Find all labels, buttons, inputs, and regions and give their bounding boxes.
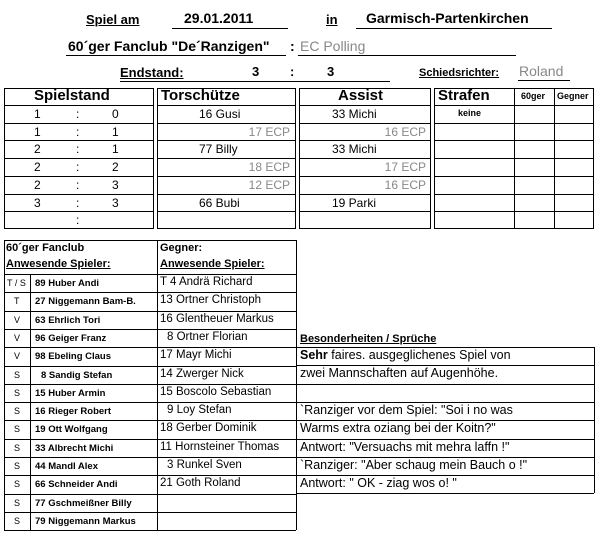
row-divider <box>299 176 431 177</box>
score-away-cell: 3 <box>112 178 119 192</box>
row-divider <box>157 140 296 141</box>
assist-away-cell: 16 ECP <box>384 125 426 139</box>
row-divider <box>157 194 296 195</box>
player-position: V <box>14 315 21 325</box>
away-player: 17 Mayr Michi <box>160 349 232 361</box>
col-divider <box>554 88 555 229</box>
score-away: 3 <box>327 64 335 79</box>
player-position: S <box>14 443 21 453</box>
row-divider <box>4 292 296 293</box>
player-position: S <box>14 479 21 489</box>
score-away-cell: 3 <box>112 196 119 210</box>
match-date: 29.01.2011 <box>184 10 254 26</box>
note-text-line <box>300 458 527 472</box>
scorer-home-cell: 77 Billy <box>199 142 238 156</box>
scorer-away-cell: 12 ECP <box>248 178 290 192</box>
col-divider <box>157 240 158 530</box>
player-position: S <box>14 461 21 471</box>
home-player: 15 Huber Armin <box>35 388 106 399</box>
home-player: 79 Niggemann Markus <box>35 516 136 527</box>
score-away-cell: 1 <box>112 125 119 139</box>
score-home-cell: 2 <box>34 160 41 174</box>
strafen-value: keine <box>458 108 482 118</box>
scorer-home-cell: 16 Gusi <box>199 107 241 121</box>
away-player: 21 Goth Roland <box>160 477 241 489</box>
row-divider <box>299 123 431 124</box>
note-bold-word: Sehr <box>300 348 328 362</box>
away-players-subheader: Anwesende Spieler: <box>160 258 265 270</box>
home-player: 33 Albrecht Michi <box>35 443 114 454</box>
home-player: 98 Ebeling Claus <box>35 351 112 362</box>
assist-home-cell: 33 Michi <box>332 142 377 156</box>
note-text: Antwort: "Versuachs mit mehra laffn !" <box>300 440 510 454</box>
header-spielstand: Spielstand <box>34 87 110 104</box>
row-divider <box>4 274 296 275</box>
note-text: zwei Mannschaften auf Augenhöhe. <box>300 366 499 380</box>
col-divider <box>296 240 297 530</box>
row-divider <box>4 384 296 385</box>
player-position: S <box>14 388 21 398</box>
assist-away-cell: 16 ECP <box>384 178 426 192</box>
header-divider <box>4 105 154 106</box>
away-player: T 4 Andrä Richard <box>160 276 253 288</box>
note-text: Antwort: " OK - ziag wos o! " <box>300 476 457 490</box>
row-divider <box>4 366 296 367</box>
row-divider <box>4 158 154 159</box>
header-assist: Assist <box>338 87 384 104</box>
home-players-subheader: Anwesende Spieler: <box>6 258 111 270</box>
col-divider <box>4 240 5 530</box>
player-position: V <box>14 333 21 343</box>
note-text-line <box>300 440 509 454</box>
score-sep-cell: : <box>76 160 80 174</box>
row-divider <box>4 311 296 312</box>
home-player: 66 Schneider Andi <box>35 479 118 490</box>
row-divider <box>299 140 431 141</box>
endstand-label: Endstand: <box>120 65 184 80</box>
player-position: S <box>14 516 21 526</box>
scorer-home-cell: 66 Bubi <box>199 196 240 210</box>
away-player: 8 Ortner Florian <box>167 331 248 343</box>
player-position: T <box>14 296 20 306</box>
notes-title: Besonderheiten / Sprüche <box>300 333 437 345</box>
score-sep-cell: : <box>76 196 80 210</box>
spiel-am-label: Spiel am <box>86 12 140 27</box>
away-player: 18 Gerber Dominik <box>160 422 257 434</box>
note-line <box>296 493 594 494</box>
note-text: faires. ausgeglichenes Spiel von <box>327 348 511 362</box>
note-text: `Ranziger: "Aber schaug mein Bauch o !" <box>300 458 528 472</box>
away-player: 15 Boscolo Sebastian <box>160 386 272 398</box>
away-player: 9 Loy Stefan <box>167 404 232 416</box>
header-gegner: Gegner <box>557 91 589 101</box>
score-home-cell: 2 <box>34 178 41 192</box>
row-divider <box>4 457 296 458</box>
home-player: 44 Mandl Alex <box>35 461 99 472</box>
away-players-header: Gegner: <box>160 242 203 254</box>
row-divider <box>4 512 296 513</box>
header-60ger: 60ger <box>521 91 546 101</box>
note-text: `Ranziger vor dem Spiel: "Soi i no was <box>300 403 513 417</box>
note-text-line <box>300 476 457 490</box>
referee-name: Roland <box>519 63 564 79</box>
note-border <box>594 347 595 493</box>
assist-home-cell: 33 Michi <box>332 107 377 121</box>
home-player: 8 Sandig Stefan <box>41 370 113 381</box>
player-position: S <box>14 370 21 380</box>
row-divider <box>4 439 296 440</box>
home-player: 16 Rieger Robert <box>35 406 112 417</box>
away-player: 14 Zwerger Nick <box>160 368 244 380</box>
score-sep-cell: : <box>76 107 80 121</box>
score-home: 3 <box>252 64 260 79</box>
note-text-line <box>300 403 513 417</box>
note-text-line <box>300 421 496 435</box>
note-line <box>296 384 594 385</box>
home-player: 96 Geiger Franz <box>35 333 107 344</box>
row-divider <box>4 211 154 212</box>
note-text-line <box>300 348 511 362</box>
row-divider <box>157 176 296 177</box>
header-divider <box>299 105 431 106</box>
referee-label: Schiedsrichter: <box>419 67 500 79</box>
away-player: 3 Runkel Sven <box>167 459 242 471</box>
score-sep-cell: : <box>76 142 80 156</box>
home-player: 19 Ott Wolfgang <box>35 424 108 435</box>
row-divider <box>4 494 296 495</box>
header-divider <box>157 105 296 106</box>
row-divider <box>4 176 154 177</box>
score-sep-cell: : <box>76 125 80 139</box>
row-divider <box>157 211 296 212</box>
score-away-cell: 0 <box>112 107 119 121</box>
row-divider <box>299 158 431 159</box>
player-position: S <box>14 424 21 434</box>
row-divider <box>4 530 296 531</box>
score-home-cell: 3 <box>34 196 41 210</box>
home-player: 27 Niggemann Bam-B. <box>35 296 136 307</box>
row-divider <box>299 194 431 195</box>
player-position: S <box>14 498 21 508</box>
row-divider <box>4 402 296 403</box>
player-position: S <box>14 406 21 416</box>
row-divider <box>157 158 296 159</box>
row-divider <box>157 123 296 124</box>
row-divider <box>4 123 154 124</box>
row-divider <box>4 420 296 421</box>
home-players-header: 60´ger Fanclub <box>6 242 85 254</box>
away-player: 16 Glentheuer Markus <box>160 313 274 325</box>
opponent-name: EC Polling <box>300 38 366 54</box>
score-away-cell: 1 <box>112 142 119 156</box>
header-strafen: Strafen <box>438 87 490 104</box>
row-divider <box>4 347 296 348</box>
note-text-line <box>300 366 498 380</box>
away-player: 11 Hornsteiner Thomas <box>160 441 280 453</box>
row-divider <box>4 329 296 330</box>
score-sep: : <box>290 64 295 79</box>
col-divider <box>514 88 515 229</box>
home-player: 63 Ehrlich Tori <box>35 315 101 326</box>
note-text: Warms extra oziang bei der Koitn?" <box>300 421 496 435</box>
score-sep-cell: : <box>76 178 80 192</box>
player-position: V <box>14 351 21 361</box>
row-divider <box>4 475 296 476</box>
home-player: 77 Gschmeißner Billy <box>35 498 132 509</box>
home-club-name: 60´ger Fanclub "De´Ranzigen" <box>68 38 270 54</box>
vs-colon: : <box>290 38 295 54</box>
scorer-away-cell: 18 ECP <box>248 160 290 174</box>
match-location: Garmisch-Partenkirchen <box>366 10 529 26</box>
header-torschuetze: Torschütze <box>161 87 240 104</box>
score-away-cell: 2 <box>112 160 119 174</box>
row-divider <box>4 194 154 195</box>
scorer-away-cell: 17 ECP <box>248 125 290 139</box>
score-home-cell: 2 <box>34 142 41 156</box>
home-player: 89 Huber Andi <box>35 278 100 289</box>
away-player: 13 Ortner Christoph <box>160 294 261 306</box>
score-home-cell: 1 <box>34 107 41 121</box>
score-home-cell: 1 <box>34 125 41 139</box>
assist-away-cell: 17 ECP <box>384 160 426 174</box>
assist-home-cell: 19 Parki <box>332 196 377 210</box>
in-label: in <box>326 12 338 27</box>
row-divider <box>299 211 431 212</box>
player-position: T / S <box>7 278 26 288</box>
row-divider <box>4 240 296 241</box>
row-divider <box>4 140 154 141</box>
score-sep-cell: : <box>76 213 80 227</box>
